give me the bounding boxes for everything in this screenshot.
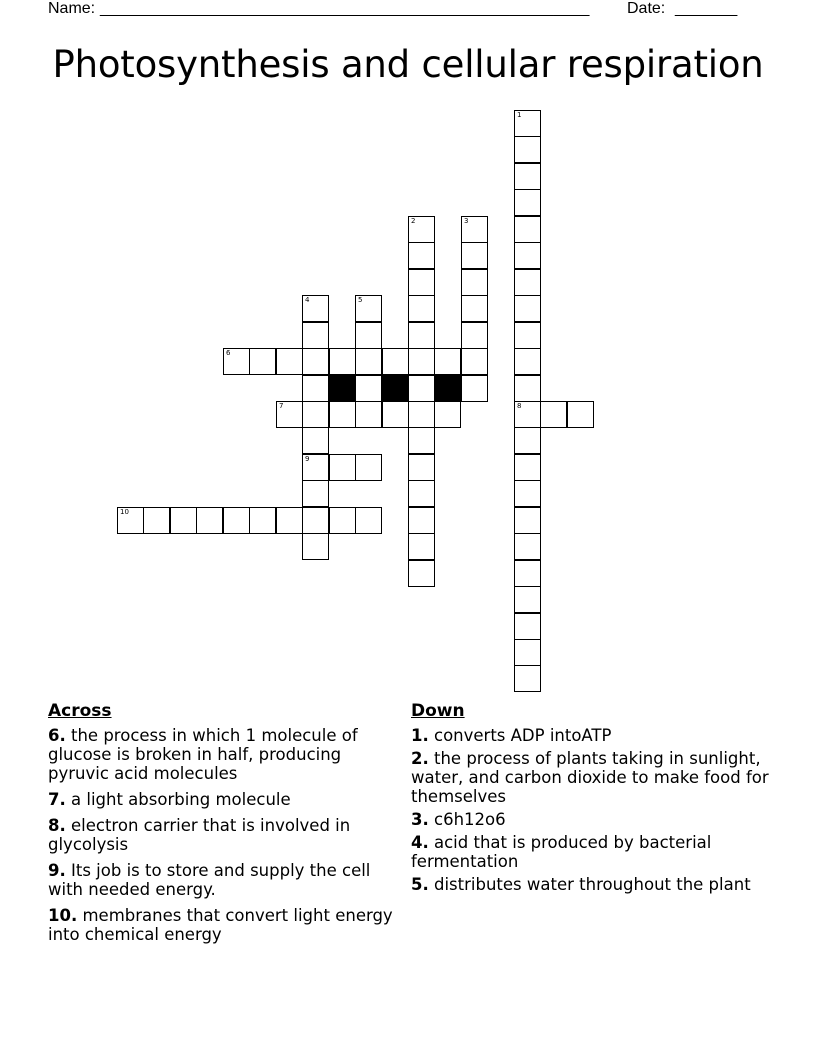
- clue-number: 7.: [48, 790, 66, 809]
- grid-cell[interactable]: [302, 375, 329, 402]
- grid-cell[interactable]: [461, 216, 488, 243]
- grid-cell[interactable]: [408, 454, 435, 481]
- grid-cell[interactable]: [355, 322, 382, 349]
- cell-number: 2: [411, 217, 416, 225]
- clue-item: [48, 790, 400, 809]
- page-title: Photosynthesis and cellular respiration: [52, 43, 764, 86]
- grid-cell[interactable]: [355, 295, 382, 322]
- grid-cell[interactable]: [514, 560, 541, 587]
- cell-number: 4: [305, 296, 310, 304]
- cell-number: 9: [305, 455, 310, 463]
- grid-cell[interactable]: [355, 375, 382, 402]
- grid-cell[interactable]: [461, 322, 488, 349]
- grid-cell[interactable]: [408, 242, 435, 269]
- cell-number: 3: [464, 217, 469, 225]
- name-label: Name:: [48, 0, 96, 17]
- cell-number: 8: [517, 402, 522, 410]
- grid-cell[interactable]: [514, 507, 541, 534]
- clue-text: acid that is produced by bacterial fermentation: [411, 833, 712, 871]
- clue-text: the process of plants taking in sunlight, water, and carbon dioxide to make food for themselves: [411, 749, 769, 806]
- grid-cell[interactable]: [567, 401, 594, 428]
- grid-cell[interactable]: [223, 348, 250, 375]
- grid-cell[interactable]: [355, 454, 382, 481]
- down-heading: Down: [411, 701, 465, 721]
- cell-number: 10: [120, 508, 129, 516]
- cell-number: 1: [517, 111, 522, 119]
- grid-cell[interactable]: [302, 507, 329, 534]
- cell-number: 7: [279, 402, 284, 410]
- grid-cell[interactable]: [302, 533, 329, 560]
- grid-cell[interactable]: [355, 348, 382, 375]
- grid-cell[interactable]: [117, 507, 144, 534]
- grid-cell[interactable]: [223, 507, 250, 534]
- grid-cell[interactable]: [408, 348, 435, 375]
- grid-cell[interactable]: [514, 639, 541, 666]
- clue-item: [411, 833, 771, 871]
- clue-item: [48, 861, 400, 899]
- grid-cell[interactable]: [355, 401, 382, 428]
- grid-cell[interactable]: [514, 480, 541, 507]
- grid-cell[interactable]: [302, 454, 329, 481]
- clue-text: Its job is to store and supply the cell with needed energy.: [48, 861, 371, 899]
- grid-cell[interactable]: [382, 401, 409, 428]
- clue-item: [48, 906, 400, 944]
- grid-cell[interactable]: [514, 163, 541, 190]
- grid-cell[interactable]: [302, 480, 329, 507]
- cell-number: 5: [358, 296, 363, 304]
- name-field-line[interactable]: _______________________________________________________: [100, 0, 590, 17]
- grid-cell[interactable]: [514, 269, 541, 296]
- cell-number: 6: [226, 349, 231, 357]
- grid-cell[interactable]: [514, 454, 541, 481]
- grid-cell[interactable]: [329, 507, 356, 534]
- grid-cell[interactable]: [249, 348, 276, 375]
- clue-number: 3.: [411, 810, 429, 829]
- grid-cell[interactable]: [302, 295, 329, 322]
- grid-cell[interactable]: [302, 427, 329, 454]
- grid-cell-black: [434, 375, 461, 402]
- grid-cell[interactable]: [382, 348, 409, 375]
- grid-cell[interactable]: [408, 375, 435, 402]
- clue-text: converts ADP intoATP: [434, 726, 612, 745]
- grid-cell[interactable]: [329, 454, 356, 481]
- clue-text: the process in which 1 molecule of glucose is broken in half, producing pyruvic acid molecules: [48, 726, 358, 783]
- grid-cell[interactable]: [408, 295, 435, 322]
- grid-cell[interactable]: [355, 507, 382, 534]
- clue-number: 8.: [48, 816, 66, 835]
- clue-item: [411, 749, 771, 806]
- grid-cell[interactable]: [514, 110, 541, 137]
- grid-cell[interactable]: [434, 401, 461, 428]
- clue-text: distributes water throughout the plant: [434, 875, 751, 894]
- clue-number: 1.: [411, 726, 429, 745]
- clue-text: electron carrier that is involved in glycolysis: [48, 816, 351, 854]
- grid-cell[interactable]: [196, 507, 223, 534]
- date-label: Date:: [627, 0, 666, 17]
- clue-text: a light absorbing molecule: [71, 790, 291, 809]
- across-heading: Across: [48, 701, 112, 721]
- grid-cell[interactable]: [514, 189, 541, 216]
- grid-cell[interactable]: [461, 295, 488, 322]
- clue-number: 6.: [48, 726, 66, 745]
- clue-text: c6h12o6: [434, 810, 506, 829]
- grid-cell[interactable]: [170, 507, 197, 534]
- grid-cell[interactable]: [408, 533, 435, 560]
- clue-item: [411, 810, 771, 829]
- grid-cell[interactable]: [514, 427, 541, 454]
- grid-cell[interactable]: [514, 586, 541, 613]
- grid-cell[interactable]: [408, 216, 435, 243]
- grid-cell-black: [382, 375, 409, 402]
- grid-cell[interactable]: [434, 348, 461, 375]
- clue-number: 2.: [411, 749, 429, 768]
- clue-number: 5.: [411, 875, 429, 894]
- grid-cell[interactable]: [276, 348, 303, 375]
- grid-cell[interactable]: [408, 269, 435, 296]
- grid-cell[interactable]: [408, 560, 435, 587]
- clue-number: 9.: [48, 861, 66, 880]
- grid-cell[interactable]: [329, 348, 356, 375]
- clue-text: membranes that convert light energy into chemical energy: [48, 906, 393, 944]
- grid-cell[interactable]: [249, 507, 276, 534]
- grid-cell[interactable]: [461, 375, 488, 402]
- clue-item: [411, 875, 771, 894]
- grid-cell[interactable]: [143, 507, 170, 534]
- grid-cell[interactable]: [514, 401, 541, 428]
- grid-cell[interactable]: [514, 295, 541, 322]
- grid-cell[interactable]: [514, 375, 541, 402]
- grid-cell[interactable]: [408, 427, 435, 454]
- clue-number: 4.: [411, 833, 429, 852]
- grid-cell[interactable]: [514, 322, 541, 349]
- grid-cell[interactable]: [408, 507, 435, 534]
- grid-cell[interactable]: [540, 401, 567, 428]
- grid-cell[interactable]: [302, 348, 329, 375]
- grid-cell[interactable]: [302, 322, 329, 349]
- grid-cell[interactable]: [408, 401, 435, 428]
- grid-cell[interactable]: [302, 401, 329, 428]
- clue-item: [48, 816, 400, 854]
- across-clues: [48, 700, 400, 951]
- grid-cell[interactable]: [276, 401, 303, 428]
- grid-cell[interactable]: [461, 348, 488, 375]
- grid-cell[interactable]: [514, 348, 541, 375]
- grid-cell[interactable]: [514, 613, 541, 640]
- grid-cell[interactable]: [329, 401, 356, 428]
- date-field-line[interactable]: _______: [675, 0, 738, 17]
- grid-cell[interactable]: [461, 269, 488, 296]
- clue-item: [411, 726, 771, 745]
- grid-cell[interactable]: [408, 480, 435, 507]
- grid-cell-black: [329, 375, 356, 402]
- grid-cell[interactable]: [276, 507, 303, 534]
- grid-cell[interactable]: [514, 216, 541, 243]
- grid-cell[interactable]: [514, 533, 541, 560]
- grid-cell[interactable]: [461, 242, 488, 269]
- clue-item: [48, 726, 400, 783]
- grid-cell[interactable]: [514, 665, 541, 692]
- grid-cell[interactable]: [514, 242, 541, 269]
- down-clues: [411, 700, 771, 898]
- clue-number: 10.: [48, 906, 78, 925]
- grid-cell[interactable]: [514, 136, 541, 163]
- grid-cell[interactable]: [408, 322, 435, 349]
